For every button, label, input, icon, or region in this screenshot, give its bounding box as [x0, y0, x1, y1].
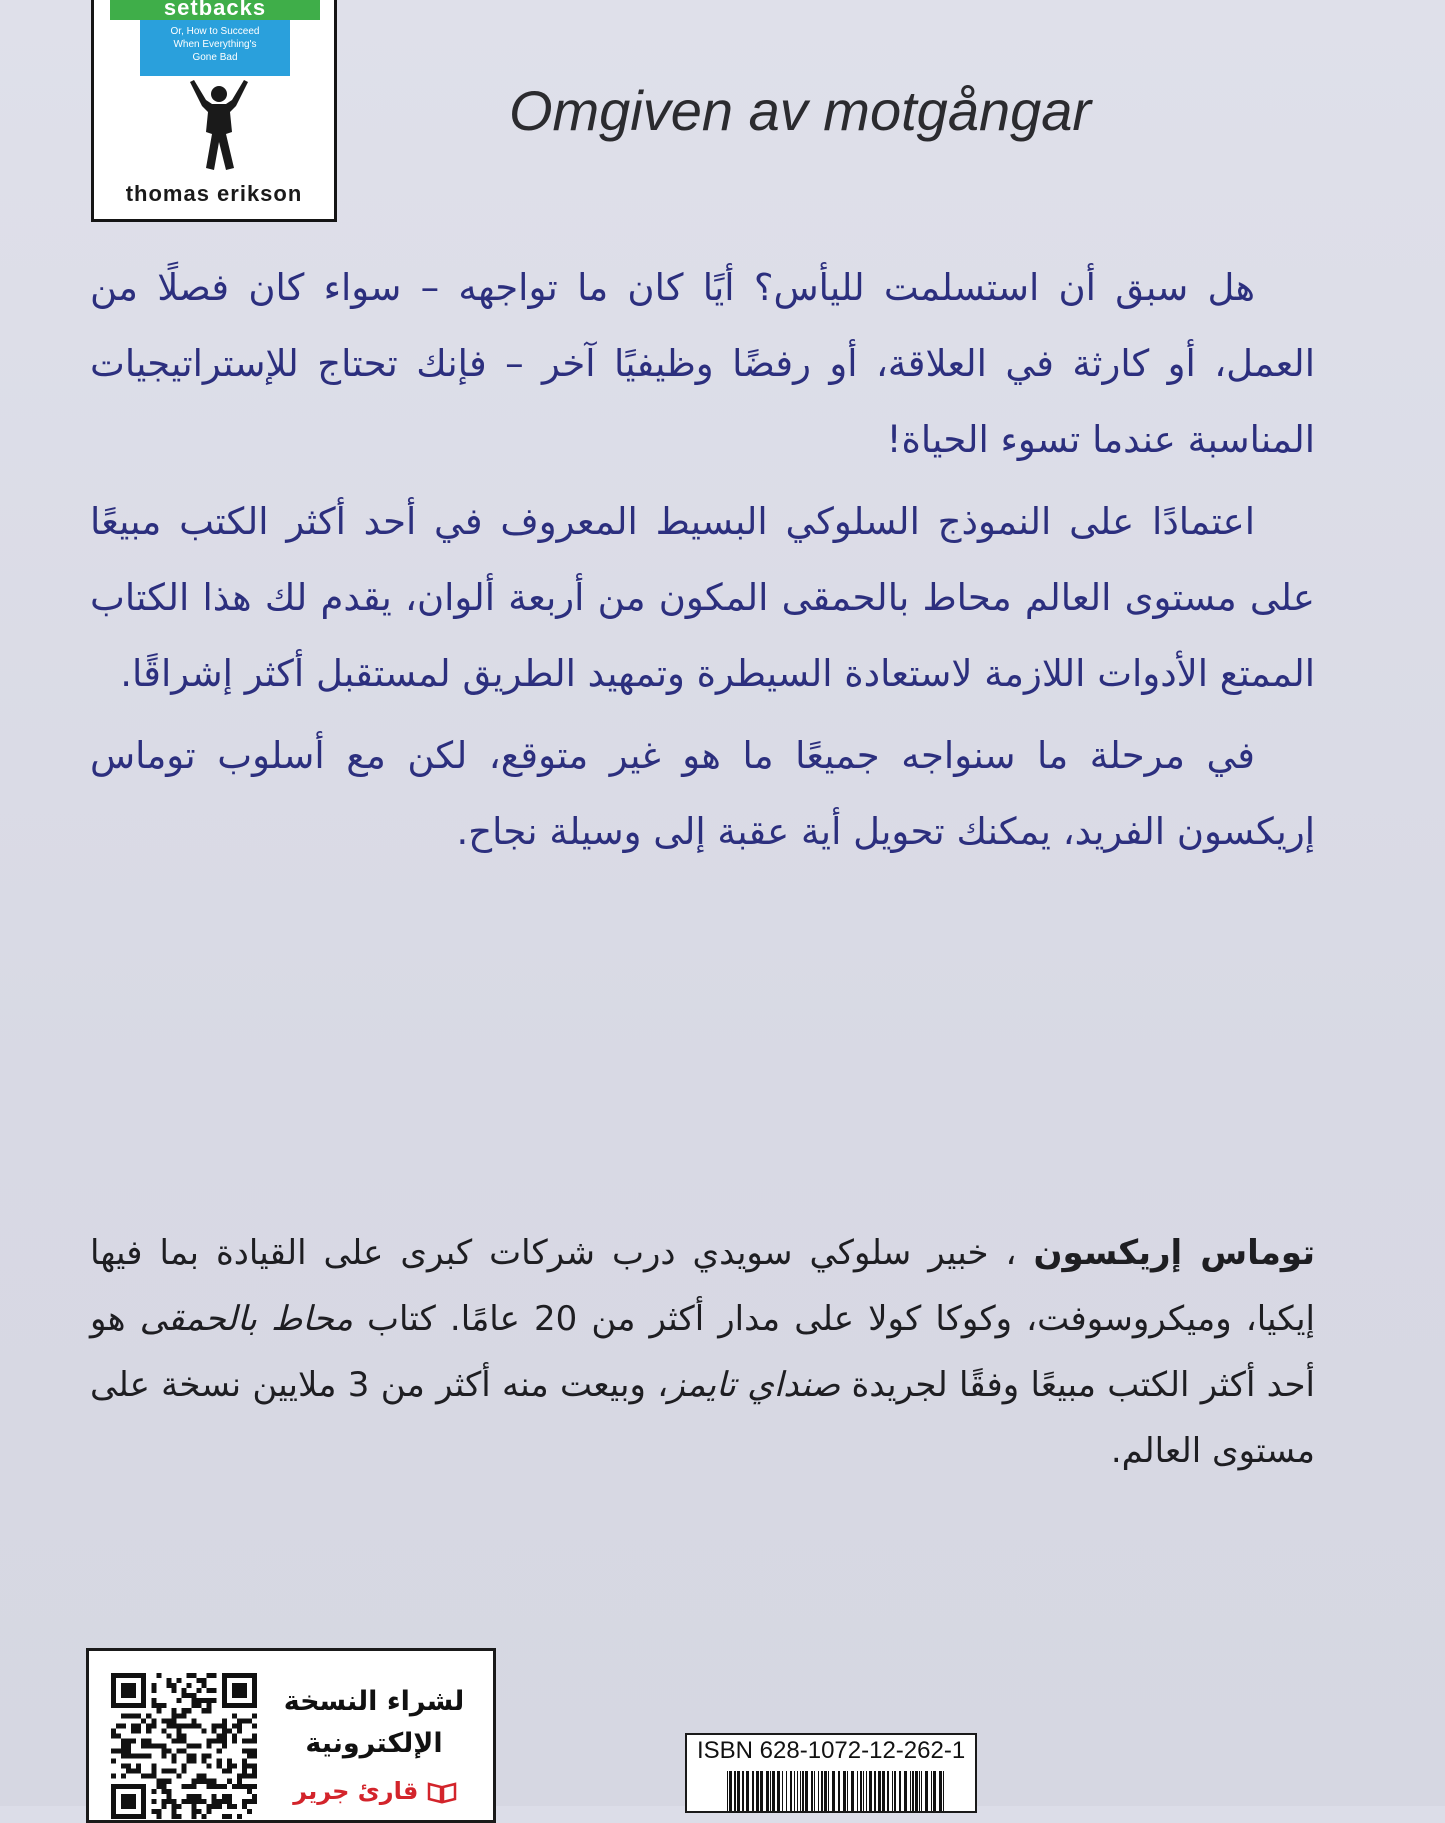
- isbn-box: [685, 1733, 977, 1813]
- jarir-reader-logo: [275, 1777, 475, 1805]
- purchase-text: لشراء النسخة الإلكترونية: [283, 1686, 465, 1759]
- thumbnail-title: setbacks: [110, 0, 320, 20]
- bio-line: ، خبير سلوكي سويدي درب شركات كبرى على القيادة بما فيها إيكيا، وميكروسوفت، وكوكا كولا على مدار أكثر من 20 عامًا.: [90, 1233, 1316, 1339]
- strongman-lifting-icon: [174, 72, 264, 172]
- thumbnail-subtitle: Or, How to Succeed When Everything's Gone Bad: [140, 20, 290, 76]
- bio-line: هو أحد أكثر الكتب مبيعًا وفقًا لجريدة: [90, 1299, 1315, 1405]
- blurb-paragraph: في مرحلة ما سنواجه جميعًا ما هو غير متوقع، لكن مع أسلوب توماس إريكسون الفريد، يمكنك تحويل أية عقبة إلى وسيلة نجاح.: [90, 734, 1315, 853]
- ebook-purchase-box: [86, 1648, 496, 1823]
- barcode-icon: [727, 1771, 947, 1811]
- book-title: محاط بالحمقى: [139, 1299, 353, 1339]
- isbn-label: ISBN 628-1072-12-262-1: [697, 1737, 966, 1764]
- bio-paragraph: [90, 1220, 1315, 1484]
- blurb-paragraph: اعتمادًا على النموذج السلوكي البسيط المعروف في أحد أكثر الكتب مبيعًا على مستوى العالم محاط بالحمقى المكون من أربعة ألوان، يقدم لك هذا الكتاب الممتع الأدوات اللازمة لاستعادة السيطرة وتمهيد الطريق لمستقبل أكثر إشراقًا.: [90, 500, 1315, 695]
- newspaper-name: صنداي تايمز: [668, 1365, 841, 1405]
- author-name: توماس إريكسون: [1033, 1233, 1316, 1273]
- bio-line: كتاب: [367, 1299, 436, 1339]
- bio-line: ، وبيعت منه أكثر من 3 ملايين نسخة على مستوى العالم.: [90, 1365, 1315, 1471]
- qr-code-icon[interactable]: [111, 1673, 257, 1819]
- book-thumbnail: [91, 0, 337, 222]
- brand-name: قارئ جرير: [293, 1777, 419, 1805]
- blurb-text: [90, 250, 1315, 876]
- swedish-title: Omgiven av motgångar: [508, 79, 1092, 142]
- thumbnail-author: thomas erikson: [125, 181, 303, 206]
- cropped-title-strip: [780, 0, 900, 6]
- author-bio: [90, 1220, 1315, 1484]
- open-book-icon: [427, 1780, 457, 1804]
- blurb-paragraph: هل سبق أن استسلمت لليأس؟ أيًا كان ما تواجهه – سواء كان فصلًا من العمل، أو كارثة في العلاقة، أو رفضًا وظيفيًا آخر – فإنك تحتاج للإستراتيجيات المناسبة عندما تسوء الحياة!: [90, 266, 1315, 461]
